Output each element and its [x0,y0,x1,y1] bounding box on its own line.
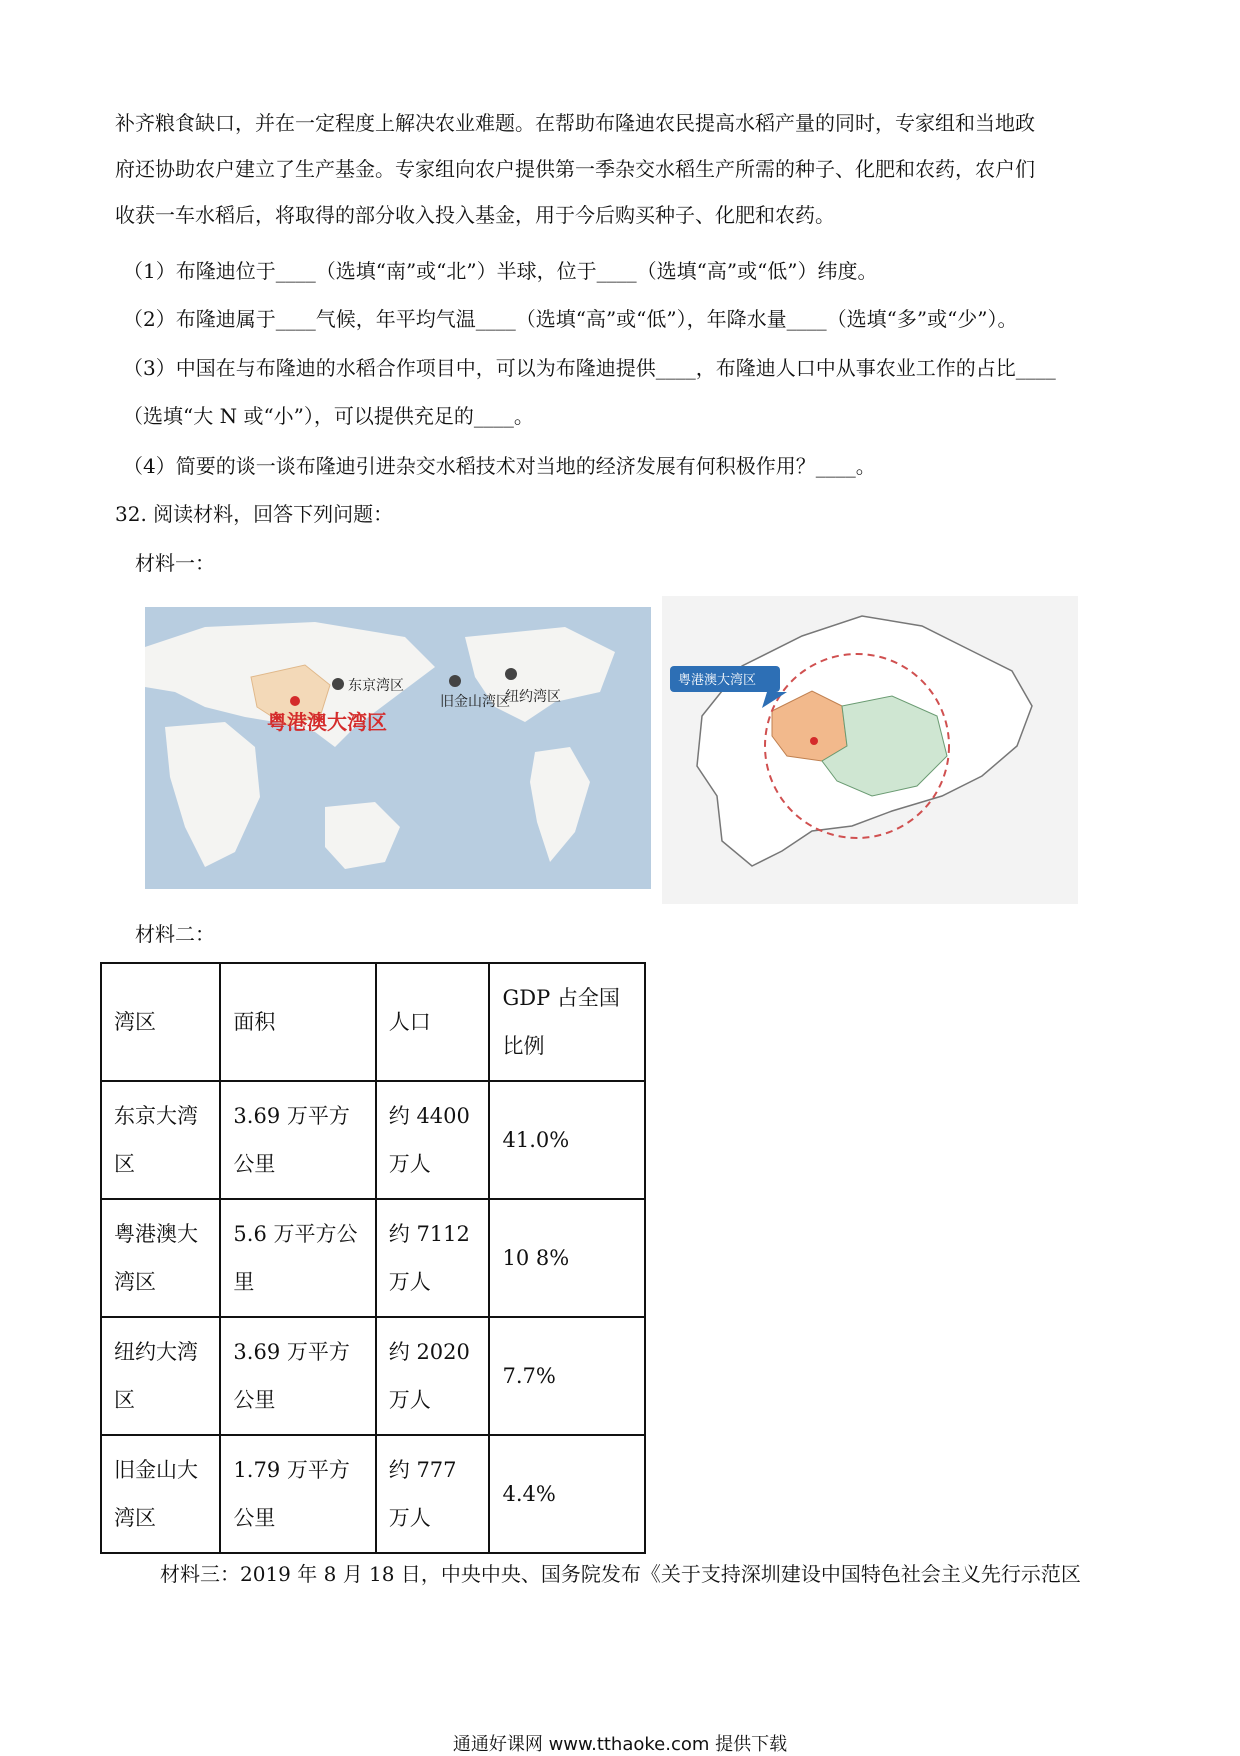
ny-label: 纽约湾区 [505,689,561,705]
table-cell: 约 777 万人 [376,1435,490,1553]
table-cell: 约 4400 万人 [376,1081,490,1199]
world-map-svg [145,607,651,889]
zhaoqing-dot [810,737,818,745]
question-32-title: 32. 阅读材料，回答下列问题： [115,502,394,526]
header-cell: 面积 [220,963,375,1081]
table-cell: 旧金山大湾区 [101,1435,220,1553]
material-3-line: 材料三：2019 年 8 月 18 日，中央中央、国务院发布《关于支持深圳建设中国特色社会主义先行示范区 [160,1562,1081,1586]
table-cell: 3.69 万平方公里 [220,1081,375,1199]
material-1-label: 材料一： [135,551,215,575]
table-cell: 粤港澳大湾区 [101,1199,220,1317]
gba-dot [290,696,300,706]
table-header-row [101,963,645,1081]
table-row [101,1199,645,1317]
table-cell: 1.79 万平方公里 [220,1435,375,1553]
header-cell: 人口 [376,963,490,1081]
tokyo-dot [332,678,344,690]
intro-line: 收获一车水稻后，将取得的部分收入投入基金，用于今后购买种子、化肥和农药。 [115,203,835,227]
table-cell: 纽约大湾区 [101,1317,220,1435]
ny-dot [505,668,517,680]
gba-label: 粤港澳大湾区 [267,710,387,734]
footer-credit: 通通好课网 www.tthaoke.com 提供下载 [452,1734,788,1755]
question-3-line1: （3）中国在与布隆迪的水稻合作项目中，可以为布隆迪提供____，布隆迪人口中从事农业工作的占比____ [123,356,1056,380]
table-cell: 4.4% [489,1435,645,1553]
table-cell: 3.69 万平方公里 [220,1317,375,1435]
intro-paragraph [115,100,1135,238]
sf-dot [449,675,461,687]
question-2: （2）布隆迪属于____气候，年平均气温____（选填“高”或“低”），年降水量____（选填“多”或“少”）。 [123,307,1018,331]
table-cell: 约 2020 万人 [376,1317,490,1435]
table-cell: 7.7% [489,1317,645,1435]
bay-area-table [100,962,646,1554]
question-4: （4）简要的谈一谈布隆迪引进杂交水稻技术对当地的经济发展有何积极作用？____。 [123,454,876,478]
intro-line: 府还协助农户建立了生产基金。专家组向农户提供第一季杂交水稻生产所需的种子、化肥和农药，农户们 [115,157,1035,181]
table-cell: 东京大湾区 [101,1081,220,1199]
guangdong-map-svg [662,596,1078,904]
guangdong-map [662,596,1078,904]
table-cell: 5.6 万平方公里 [220,1199,375,1317]
callout-label: 粤港澳大湾区 [678,673,757,688]
world-map [145,607,651,889]
header-cell: GDP 占全国比例 [489,963,645,1081]
table-row [101,1081,645,1199]
header-cell: 湾区 [101,963,220,1081]
table-cell: 约 7112 万人 [376,1199,490,1317]
question-3-line2: （选填“大 N 或“小”），可以提供充足的____。 [123,404,534,428]
question-1: （1）布隆迪位于____（选填“南”或“北”）半球，位于____（选填“高”或“低”）纬度。 [123,259,878,283]
table-cell: 10 8% [489,1199,645,1317]
material-2-label: 材料二： [135,922,215,946]
table-row [101,1435,645,1553]
table-cell: 41.0% [489,1081,645,1199]
tokyo-label: 东京湾区 [348,678,404,694]
table-row [101,1317,645,1435]
intro-line: 补齐粮食缺口，并在一定程度上解决农业难题。在帮助布隆迪农民提高水稻产量的同时，专家组和当地政 [115,111,1035,135]
sf-label: 旧金山湾区 [440,694,510,710]
